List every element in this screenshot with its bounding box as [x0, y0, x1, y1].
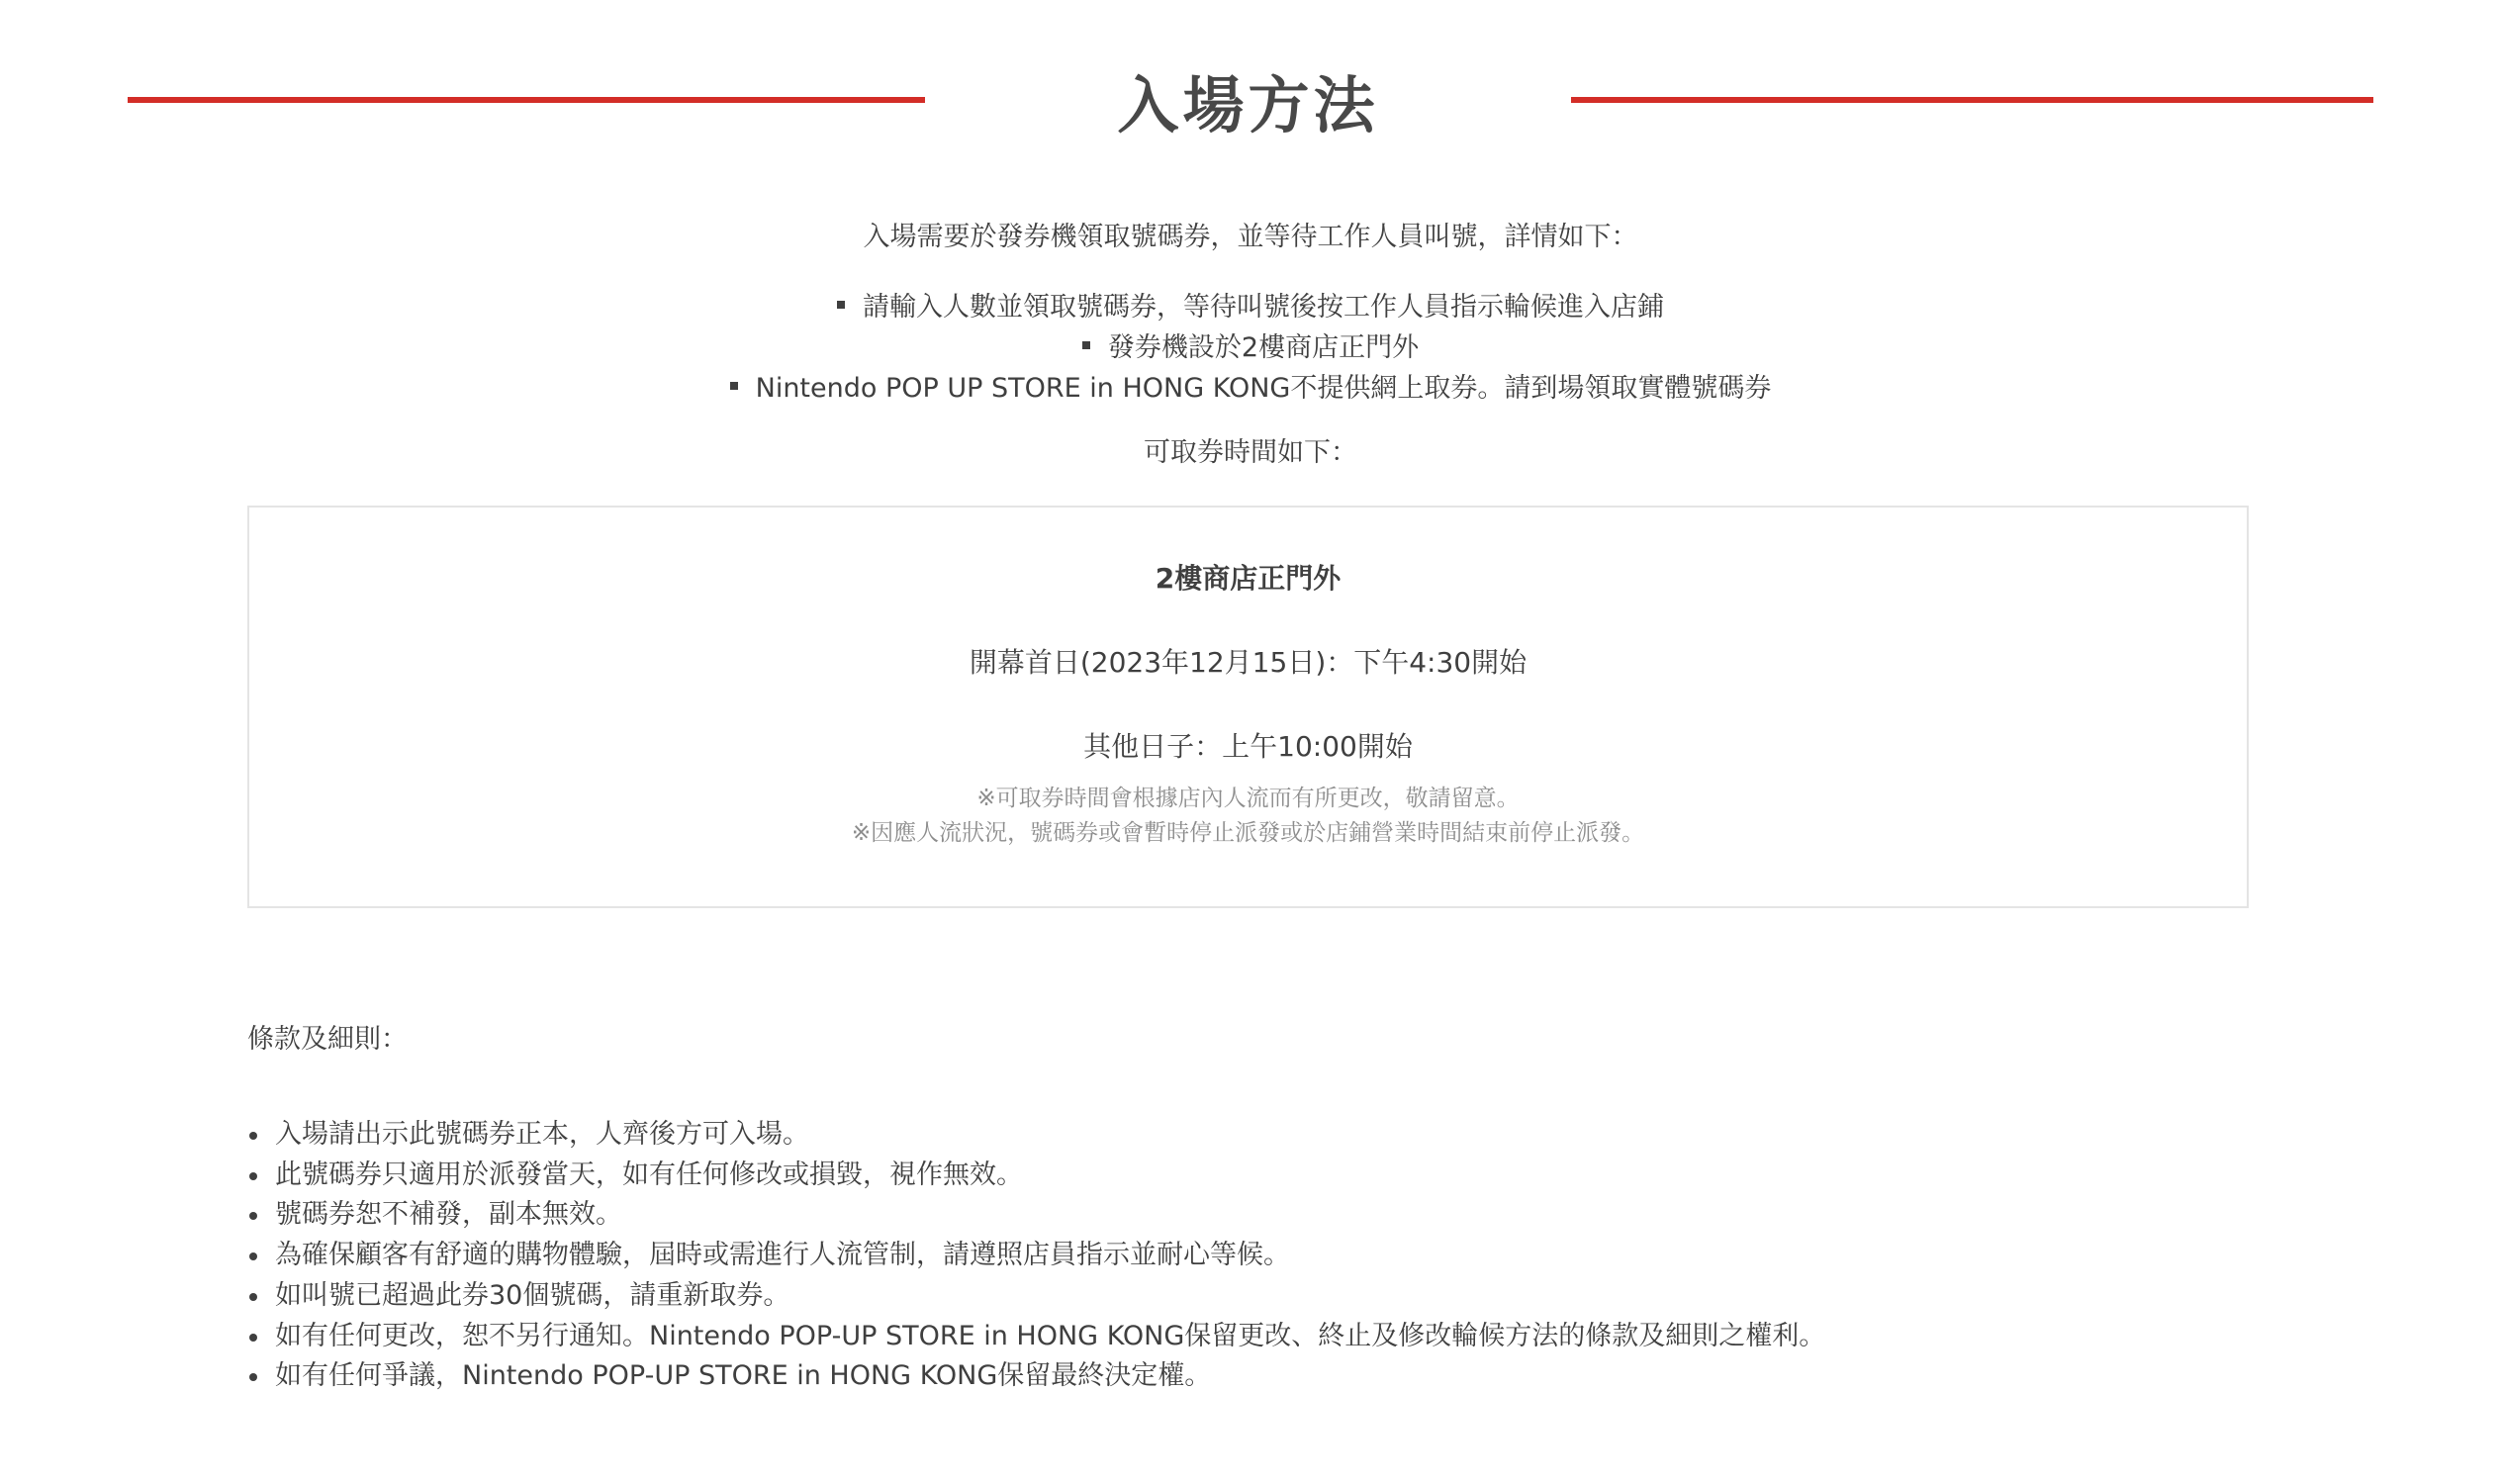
other-days-hours: 其他日子：上午10:00開始	[1083, 730, 1413, 763]
heading-divider-right	[1571, 97, 2373, 103]
entry-step: 請輸入人數並領取號碼券，等待叫號後按工作人員指示輪候進入店鋪	[0, 287, 2501, 327]
terms-item: 為確保顧客有舒適的購物體驗，屆時或需進行人流管制，請遵照店員指示並耐心等候。	[247, 1236, 2275, 1276]
terms-heading: 條款及細則：	[247, 1024, 408, 1055]
terms-item: 如叫號已超過此券30個號碼，請重新取券。	[247, 1276, 2275, 1317]
opening-day-hours: 開幕首日(2023年12月15日)：下午4:30開始	[969, 646, 1528, 679]
terms-item: 入場請出示此號碼券正本，人齊後方可入場。	[247, 1115, 2275, 1156]
section-heading	[128, 61, 2373, 150]
entry-steps-list	[0, 287, 2501, 409]
ticket-hours-intro: 可取券時間如下：	[1144, 437, 1357, 468]
entry-step: Nintendo POP UP STORE in HONG KONG不提供網上取券。請到場領取實體號碼券	[0, 368, 2501, 409]
terms-item: 號碼券恕不補發，副本無效。	[247, 1195, 2275, 1236]
intro-text: 入場需要於發券機領取號碼券，並等待工作人員叫號，詳情如下：	[863, 222, 1638, 252]
hours-note: ※因應人流狀況，號碼券或會暫時停止派發或於店鋪營業時間結束前停止派發。	[851, 820, 1645, 846]
heading-divider-left	[128, 97, 925, 103]
terms-list	[247, 1115, 2275, 1397]
page-title: 入場方法	[1117, 69, 1379, 141]
terms-item: 如有任何更改，恕不另行通知。Nintendo POP-UP STORE in HONG KONG保留更改、終止及修改輪候方法的條款及細則之權利。	[247, 1317, 2275, 1357]
terms-item: 此號碼券只適用於派發當天，如有任何修改或損毀，視作無效。	[247, 1156, 2275, 1196]
ticket-hours-box	[247, 506, 2249, 908]
hours-note: ※可取券時間會根據店內人流而有所更改，敬請留意。	[976, 786, 1520, 811]
entry-step: 發券機設於2樓商店正門外	[0, 327, 2501, 368]
ticket-machine-location: 2樓商店正門外	[1155, 562, 1342, 595]
terms-item: 如有任何爭議，Nintendo POP-UP STORE in HONG KONG保留最終決定權。	[247, 1356, 2275, 1397]
